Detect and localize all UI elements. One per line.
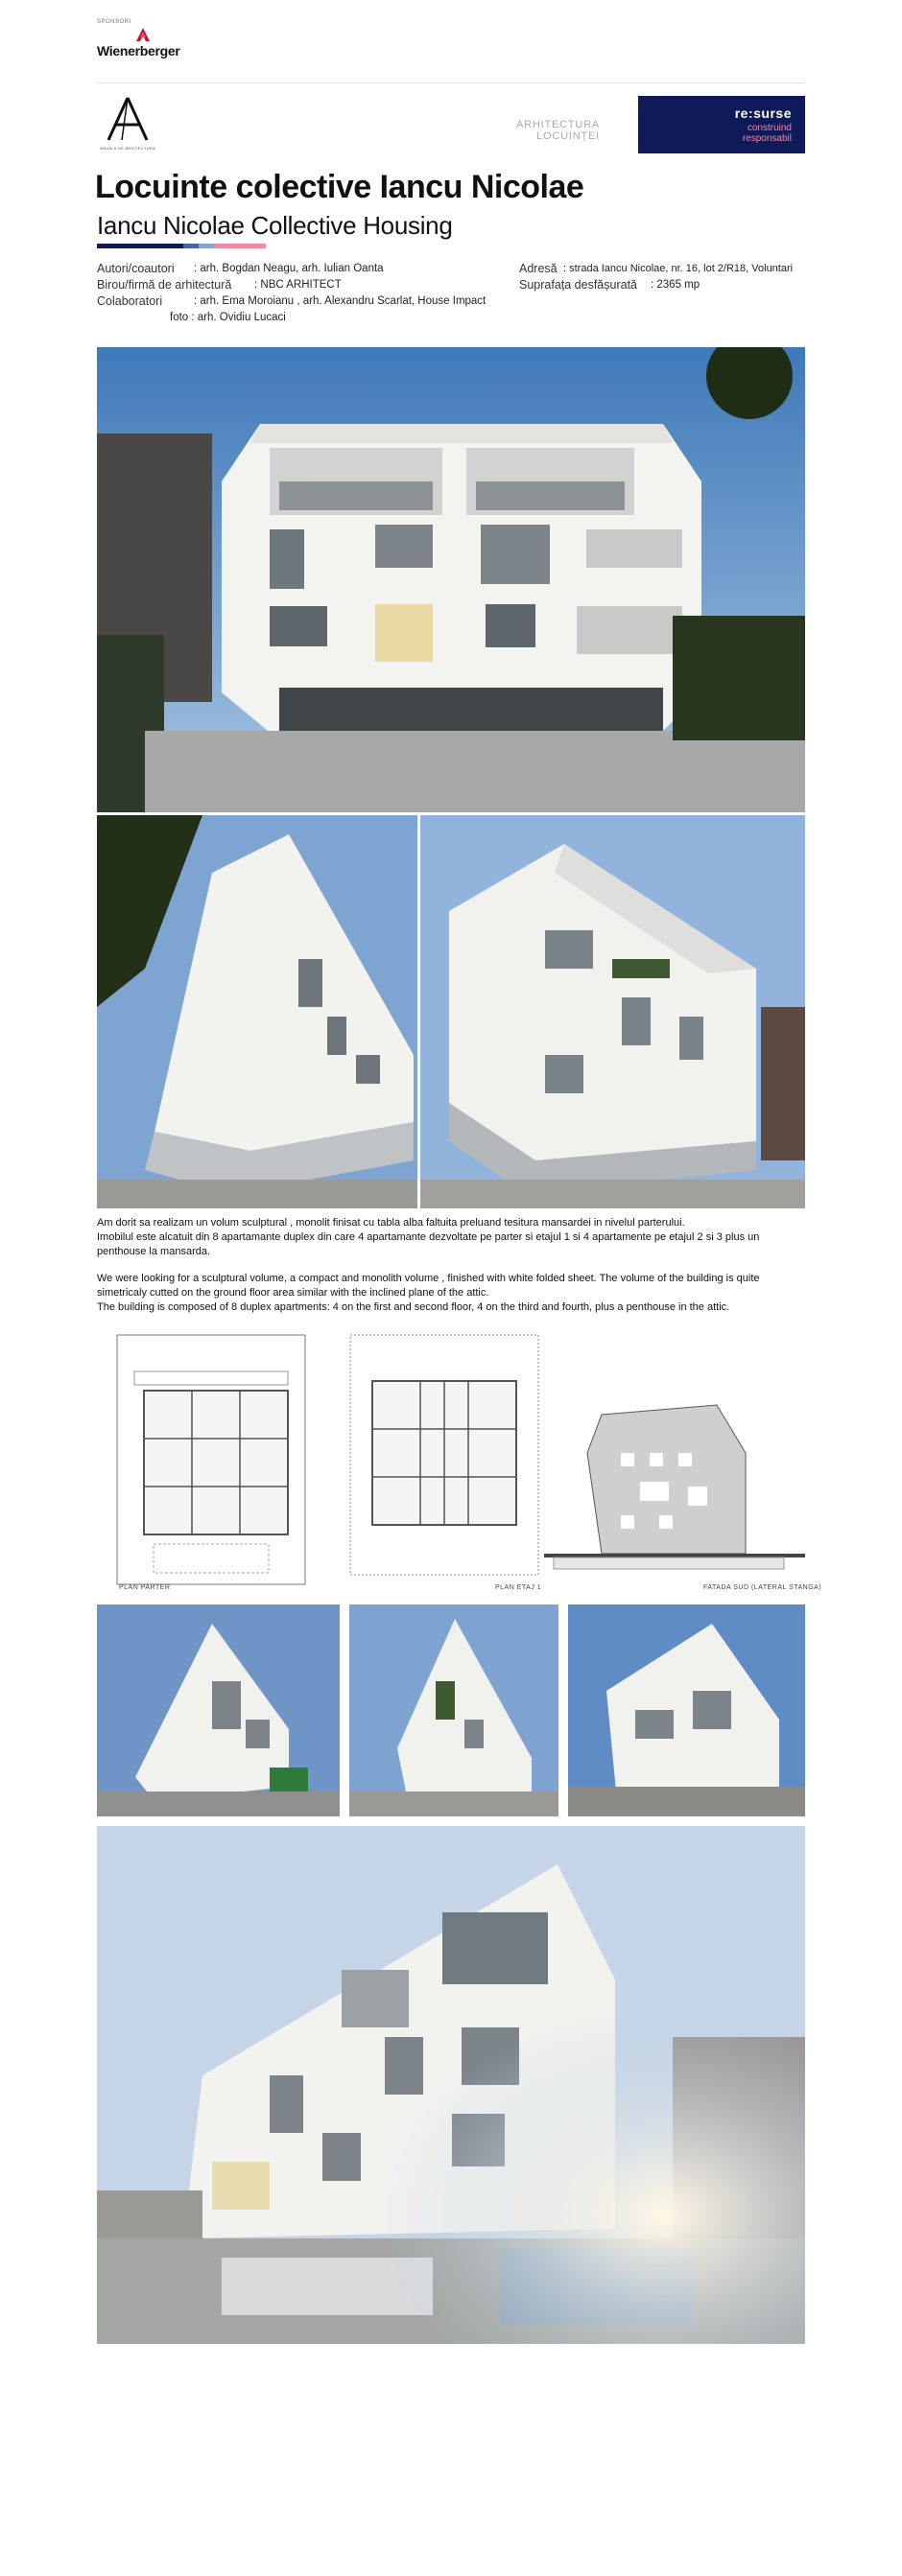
photo-view-1[interactable]	[97, 1604, 340, 1816]
office-label: Birou/firmă de arhitectură	[97, 278, 232, 292]
project-title-en: Iancu Nicolae Collective Housing	[97, 211, 453, 240]
collaborators-label: Colaboratori	[97, 294, 163, 308]
resurse-banner[interactable]	[638, 96, 805, 153]
project-meta-left	[97, 261, 500, 326]
photo-corner-right[interactable]	[420, 815, 805, 1208]
resurse-subtitle	[743, 123, 792, 144]
collaborators-value: : arh. Ema Moroianu , arh. Alexandru Scarlat, House Impact	[194, 295, 487, 307]
description-en-line2: The building is composed of 8 duplex apartments: 4 on the first and second floor, 4 on the third and fourth, plus a penthouse in the attic.	[97, 1301, 730, 1313]
office-value: : NBC ARHITECT	[254, 279, 342, 291]
resurse-title: re:surse	[734, 105, 792, 121]
area-value: : 2365 mp	[651, 279, 700, 291]
ground-floor-plan-drawing	[115, 1333, 307, 1587]
project-title-ro: Locuinte colective Iancu Nicolae	[95, 169, 584, 205]
plan-facade-label: FATADA SUD (LATERAL STANGA)	[703, 1584, 822, 1591]
authors-value: : arh. Bogdan Neagu, arh. Iulian Oanta	[194, 263, 384, 274]
plan-first-floor[interactable]	[348, 1333, 540, 1578]
project-meta-right	[519, 261, 805, 293]
photo-view-3[interactable]	[568, 1604, 805, 1816]
sponsor-label: SPONSORI	[97, 19, 131, 25]
plan-ground-label: PLAN PARTER	[119, 1584, 171, 1591]
description-ro-line1: Am dorit sa realizam un volum sculptural , monolit finisat cu tabla alba faltuita preluand tesitura mansardei in nivelul parterului.	[97, 1217, 685, 1229]
facade-drawing[interactable]	[544, 1395, 805, 1582]
photo-credit: foto : arh. Ovidiu Lucaci	[170, 312, 286, 323]
address-label: Adresă	[519, 262, 558, 275]
building-perspective-image	[420, 815, 805, 1208]
building-rear-image	[97, 1826, 805, 2344]
title-colorbar	[97, 244, 266, 248]
south-facade-drawing	[544, 1395, 805, 1582]
building-view-3-image	[568, 1604, 805, 1816]
address-value: : strada Iancu Nicolae, nr. 16, lot 2/R18, Voluntari	[563, 263, 794, 274]
building-facade-image	[97, 347, 805, 812]
description-ro	[97, 1216, 805, 1259]
anuala-a-icon	[97, 96, 158, 144]
building-corner-image	[97, 815, 417, 1208]
photo-view-2[interactable]	[349, 1604, 558, 1816]
wienerberger-name: Wienerberger	[97, 43, 180, 59]
plan-ground-floor[interactable]	[115, 1333, 307, 1587]
wienerberger-logo[interactable]	[97, 27, 202, 61]
photo-corner-left[interactable]	[97, 815, 417, 1208]
description-en-line1: We were looking for a sculptural volume, a compact and monolith volume , finished with white folded sheet. The volume of the building is quite simetricaly cutted on the ground floor area similar with the inclined plane of the attic.	[97, 1273, 760, 1299]
authors-label: Autori/coautori	[97, 262, 175, 275]
resurse-line1: construind	[747, 123, 792, 133]
wienerberger-roof-icon	[135, 27, 151, 42]
building-view-2-image	[349, 1604, 558, 1816]
resurse-line2: responsabil	[742, 133, 792, 144]
photo-rear-facade[interactable]	[97, 1826, 805, 2344]
description-ro-line2: Imobilul este alcatuit din 8 apartamante duplex din care 4 apartamante dezvoltate pe parter si etajul 1 si 4 apartamente pe etajul 2 si 3 plus un penthouse la mansarda.	[97, 1231, 760, 1257]
anuala-caption: ANUALA DE ARHITECTURA	[99, 146, 156, 151]
area-label: Suprafața desfășurată	[519, 278, 637, 292]
section-label: ARHITECTURA LOCUINȚEI	[515, 119, 600, 142]
description-en	[97, 1272, 805, 1315]
photo-main-facade[interactable]	[97, 347, 805, 812]
plan-first-label: PLAN ETAJ 1	[495, 1584, 542, 1591]
building-view-1-image	[97, 1604, 340, 1816]
header-divider	[97, 82, 805, 83]
first-floor-plan-drawing	[348, 1333, 540, 1578]
anuala-logo[interactable]	[97, 96, 158, 157]
